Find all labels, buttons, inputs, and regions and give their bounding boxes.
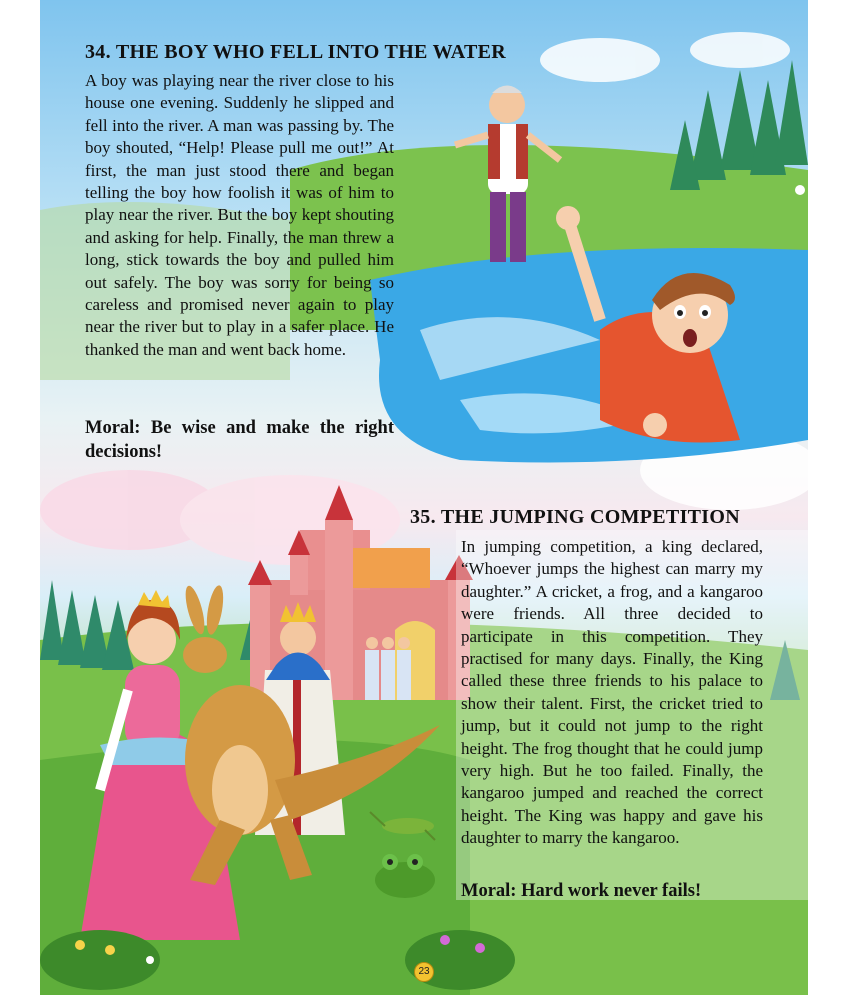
- story-34-title: 34. THE BOY WHO FELL INTO THE WATER: [85, 41, 506, 63]
- story-35-title: 35. THE JUMPING COMPETITION: [410, 506, 740, 528]
- story-34-body: A boy was playing near the river close to his house one evening. Suddenly he slipped and fell into the river. A man was passing by. The boy shouted, “Help! Please pull me out!” At first, the man just stood there and began telling the boy how foolish it was of him to play near the river. But the boy kept shouting and asking for help. Finally, the man threw a long, stick towards the boy and pulled him out safely. The boy was sorry for being so careless and promised never again to play near the river but to play in a safer place. He thanked the man and went back home.: [85, 71, 394, 359]
- story-34-moral: Moral: Be wise and make the right decisions!: [85, 418, 394, 462]
- page-margin: [808, 0, 850, 995]
- story-35-body: In jumping competition, a king declared, “Whoever jumps the highest can marry my daughter.” A cricket, a frog, and a kangaroo were friends. All three decided to participate in this competition. They practised for many days. Finally, the King called these three friends to his palace to show their talent. First, the cricket tried to jump, but it could not jump to the right height. The frog thought that he could jump very high. But he too failed. Finally, the kangaroo jumped and reached the correct height. The King was happy and gave his daughter to marry the kangaroo.: [461, 537, 763, 848]
- guards: [365, 637, 411, 700]
- story-35-moral: Moral: Hard work never fails!: [461, 881, 702, 901]
- page-number: 23: [414, 962, 434, 982]
